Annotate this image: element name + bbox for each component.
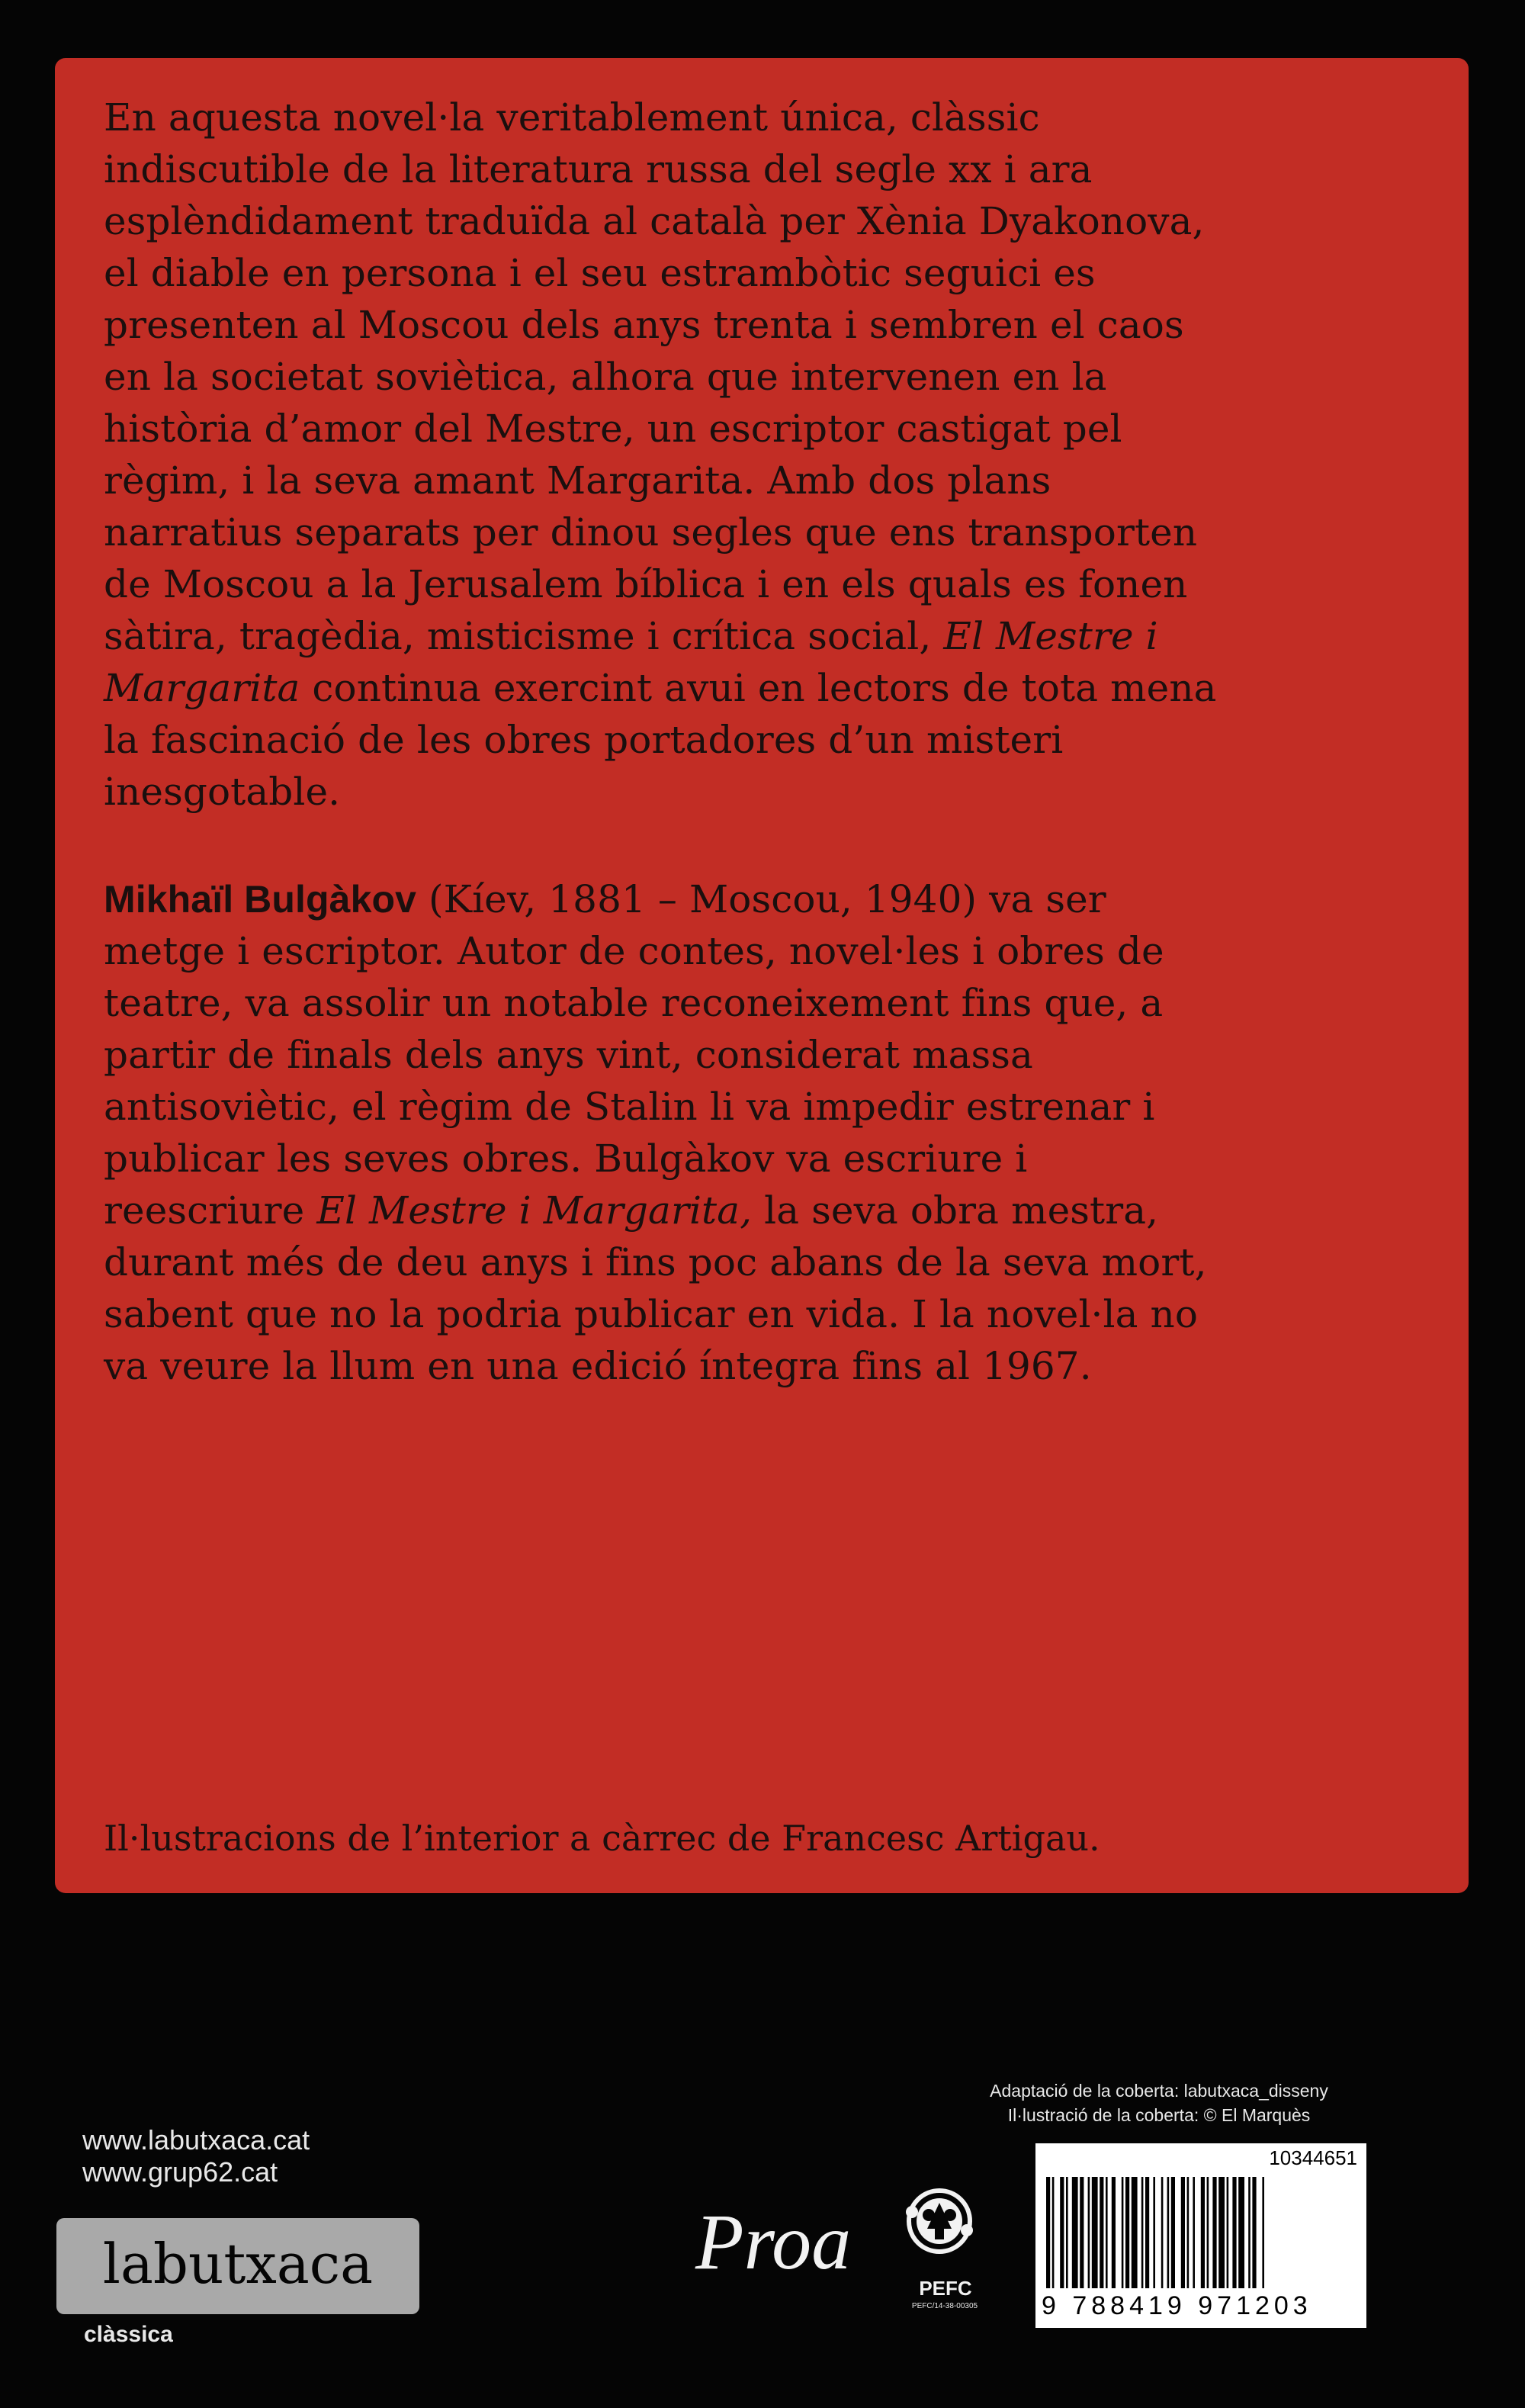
barcode-bar <box>1187 2177 1190 2288</box>
barcode-bar <box>1125 2177 1129 2288</box>
barcode-bar <box>1106 2177 1108 2288</box>
barcode-bar <box>1201 2177 1205 2288</box>
barcode-bar <box>1080 2177 1084 2288</box>
cover-illustration-credit: Il·lustració de la coberta: © El Marquès <box>1007 2105 1311 2125</box>
barcode-bar <box>1252 2177 1256 2288</box>
author-name: Mikhaïl Bulgàkov <box>104 878 417 921</box>
url-grup62[interactable]: www.grup62.cat <box>82 2156 278 2188</box>
barcode-bar <box>1145 2177 1149 2288</box>
cover-credits <box>946 2078 1372 2127</box>
bio-part1: (Kíev, 1881 – Moscou, 1940) va ser metge i escriptor. Autor de contes, novel·les i obres de teatre, va assolir un notable reconeixement fins que, a partir de finals dels anys vint, considerat massa antisoviètic, el règim de Stalin li va impedir estrenar i publicar les seves obres. Bulgàkov va escriure i reescriure <box>104 877 1164 1233</box>
barcode-bar <box>1262 2177 1264 2288</box>
barcode-bar <box>1122 2177 1124 2288</box>
proa-logo: Proa <box>695 2198 852 2286</box>
collection-label: clàssica <box>84 2322 173 2347</box>
synopsis-text <box>104 92 1217 818</box>
barcode-bar <box>1212 2177 1216 2288</box>
barcode-bar <box>1193 2177 1195 2288</box>
bio-book-title: El Mestre i Margarita, <box>316 1188 753 1233</box>
cover-adaptation-credit: Adaptació de la coberta: labutxaca_disseny <box>990 2081 1328 2101</box>
barcode-bar <box>1207 2177 1209 2288</box>
illustration-credit: Il·lustracions de l’interior a càrrec de Francesc Artigau. <box>104 1818 1100 1859</box>
barcode-bar <box>1132 2177 1138 2288</box>
barcode-internal-number: 10344651 <box>1269 2146 1357 2169</box>
barcode-bar <box>1046 2177 1050 2288</box>
barcode-bars <box>1045 2177 1357 2288</box>
bio-part2: la seva obra mestra, durant més de deu anys i fins poc abans de la seva mort, sabent que no la podria publicar en vida. I la novel·la no va veure la llum en una edició íntegra fins al 1967. <box>104 1188 1207 1388</box>
barcode-bar <box>1232 2177 1236 2288</box>
barcode-bar <box>1218 2177 1225 2288</box>
pefc-label: PEFC <box>919 2277 972 2300</box>
logo-text: labutxaca <box>102 2232 374 2296</box>
barcode-bar <box>1161 2177 1164 2288</box>
barcode-bar <box>1072 2177 1078 2288</box>
barcode-bar <box>1248 2177 1250 2288</box>
barcode-bar <box>1167 2177 1170 2288</box>
barcode-bar <box>1052 2177 1055 2288</box>
barcode-bar <box>1238 2177 1244 2288</box>
barcode-bar <box>1181 2177 1185 2288</box>
barcode-bar <box>1092 2177 1098 2288</box>
barcode-bar <box>1153 2177 1155 2288</box>
barcode-bar <box>1227 2177 1229 2288</box>
barcode-bar <box>1088 2177 1090 2288</box>
isbn-number: 9 788419 971203 <box>1042 2291 1312 2320</box>
barcode-bar <box>1060 2177 1064 2288</box>
synopsis-part1: En aquesta novel·la veritablement única, clàssic indiscutible de la literatura russa del segle xx i ara esplèndidament traduïda al català per Xènia Dyakonova, el diable en persona i el seu estrambòtic seguici es presenten al Moscou dels anys trenta i sembren el caos en la societat soviètica, alhora que intervenen en la història d’amor del Mestre, un escriptor castigat pel règim, i la seva amant Margarita. Amb dos plans narratius separats per dinou segles que ens transporten de Moscou a la Jerusalem bíblica i en els quals es fonen sàtira, tragèdia, misticisme i crítica social, <box>104 95 1205 658</box>
author-bio <box>104 873 1217 1392</box>
barcode-bar <box>1141 2177 1144 2288</box>
synopsis-part2: continua exercint avui en lectors de tota mena la fascinació de les obres portadores d’un misteri inesgotable. <box>104 666 1217 814</box>
pefc-code: PEFC/14-38-00305 <box>911 2302 978 2310</box>
barcode-bar <box>1171 2177 1175 2288</box>
labutxaca-logo <box>56 2218 419 2314</box>
barcode-bar <box>1112 2177 1116 2288</box>
barcode <box>1035 2143 1366 2328</box>
barcode-bar <box>1066 2177 1068 2288</box>
url-labutxaca[interactable]: www.labutxaca.cat <box>82 2124 310 2156</box>
publisher-urls <box>82 2124 310 2188</box>
synopsis-book-title: El Mestre i Margarita <box>104 614 1158 710</box>
barcode-bar <box>1100 2177 1103 2288</box>
